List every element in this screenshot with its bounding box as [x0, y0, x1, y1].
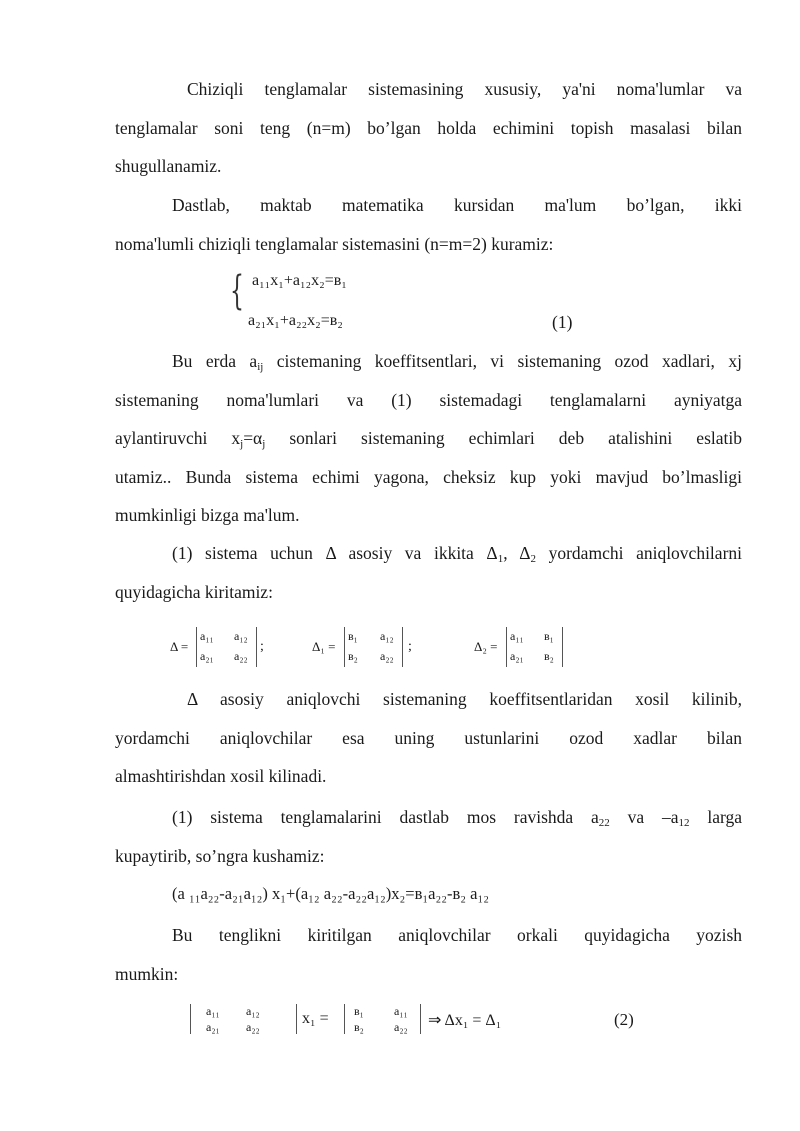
system-equation-2: a₂₁x₁+a₂₂x₂=в₂ [248, 312, 343, 329]
determinant-delta-1: Δ₁ = в₁ a₁₂ в₂ a₂₂ ; [312, 627, 422, 669]
text-line: sistemaning noma'lumlari va (1) sistemadagi tenglamalarni ayniyatga [115, 389, 742, 410]
paragraph-two-unknowns [115, 186, 742, 263]
system-brace: { [230, 268, 244, 314]
paragraph-rewrite [115, 916, 742, 993]
text-line: kupaytirib, so’ngra kushamiz: [115, 845, 325, 866]
paragraph-determinants-intro [115, 534, 742, 611]
text-line: Bu erda $a_{ij}$ cistemaning koeffitsentlari, vi sistemaning ozod xadlari, xj [172, 351, 742, 373]
paragraph-definitions [115, 342, 742, 535]
text-line: (1) sistema tenglamalarini dastlab mos ravishda $a_{22}$ va $-a_{12}$ larga [172, 807, 742, 829]
equation-label-1: (1) [552, 312, 573, 332]
text-line: shugullanamiz. [115, 156, 222, 176]
paragraph-determinant-explanation [115, 680, 742, 796]
text-line: Δ asosiy aniqlovchi sistemaning koeffitsentlaridan xosil kilinib, [187, 689, 742, 709]
text-line: utamiz.. Bunda sistema echimi yagona, cheksiz kup yoki mavjud bo’lmasligi [115, 466, 742, 487]
determinant-main: Δ = a₁₁ a₁₂ a₂₁ a₂₂ ; [170, 627, 270, 669]
combined-equation: (a ₁₁a₂₂-a₂₁a₁₂) x₁+(a₁₂ a₂₂-a₂₂a₁₂)x₂=в₁a₂₂-в₂ a₁₂ [172, 884, 489, 903]
final-equation: a₁₁ a₁₂ a₂₁ a₂₂ x₁ = в₁ a₁₁ в₂ a₂₂ ⇒ Δx₁ = Δ₁ (2) [190, 1004, 690, 1038]
text-line: mumkin: [115, 963, 179, 984]
text-line: tenglamalar soni teng (n=m) bo’lgan holda echimini topish masalasi bilan [115, 117, 742, 138]
text-line: (1) sistema uchun Δ asosiy va ikkita $\Delta_1$, $\Delta_2$ yordamchi aniqlovchilarni [172, 543, 743, 565]
text-line: almashtirishdan xosil kilinadi. [115, 766, 327, 786]
paragraph-multiply [115, 798, 742, 875]
text-line: Dastlab, maktab matematika kursidan ma'lum bo’lgan, ikki [172, 195, 742, 215]
determinant-delta-2: Δ₂ = a₁₁ в₁ a₂₁ в₂ [474, 627, 574, 669]
text-line: noma'lumli chiziqli tenglamalar sistemasini (n=m=2) kuramiz: [115, 233, 554, 254]
text-line: aylantiruvchi $x_j=\alpha_j$ sonlari sistemaning echimlari deb atalishini eslatib [115, 428, 742, 450]
paragraph-intro [115, 70, 742, 186]
text-line: yordamchi aniqlovchilar esa uning ustunlarini ozod xadlar bilan [115, 727, 742, 748]
text-line: Bu tenglikni kiritilgan aniqlovchilar orkali quyidagicha yozish [172, 925, 742, 945]
text-line: mumkinligi bizga ma'lum. [115, 505, 300, 525]
system-equation-1: a₁₁x₁+a₁₂x₂=в₁ [252, 272, 347, 289]
text-line: quyidagicha kiritamiz: [115, 581, 273, 602]
text-line: Chiziqli tenglamalar sistemasining xususiy, ya'ni noma'lumlar va [187, 79, 742, 99]
